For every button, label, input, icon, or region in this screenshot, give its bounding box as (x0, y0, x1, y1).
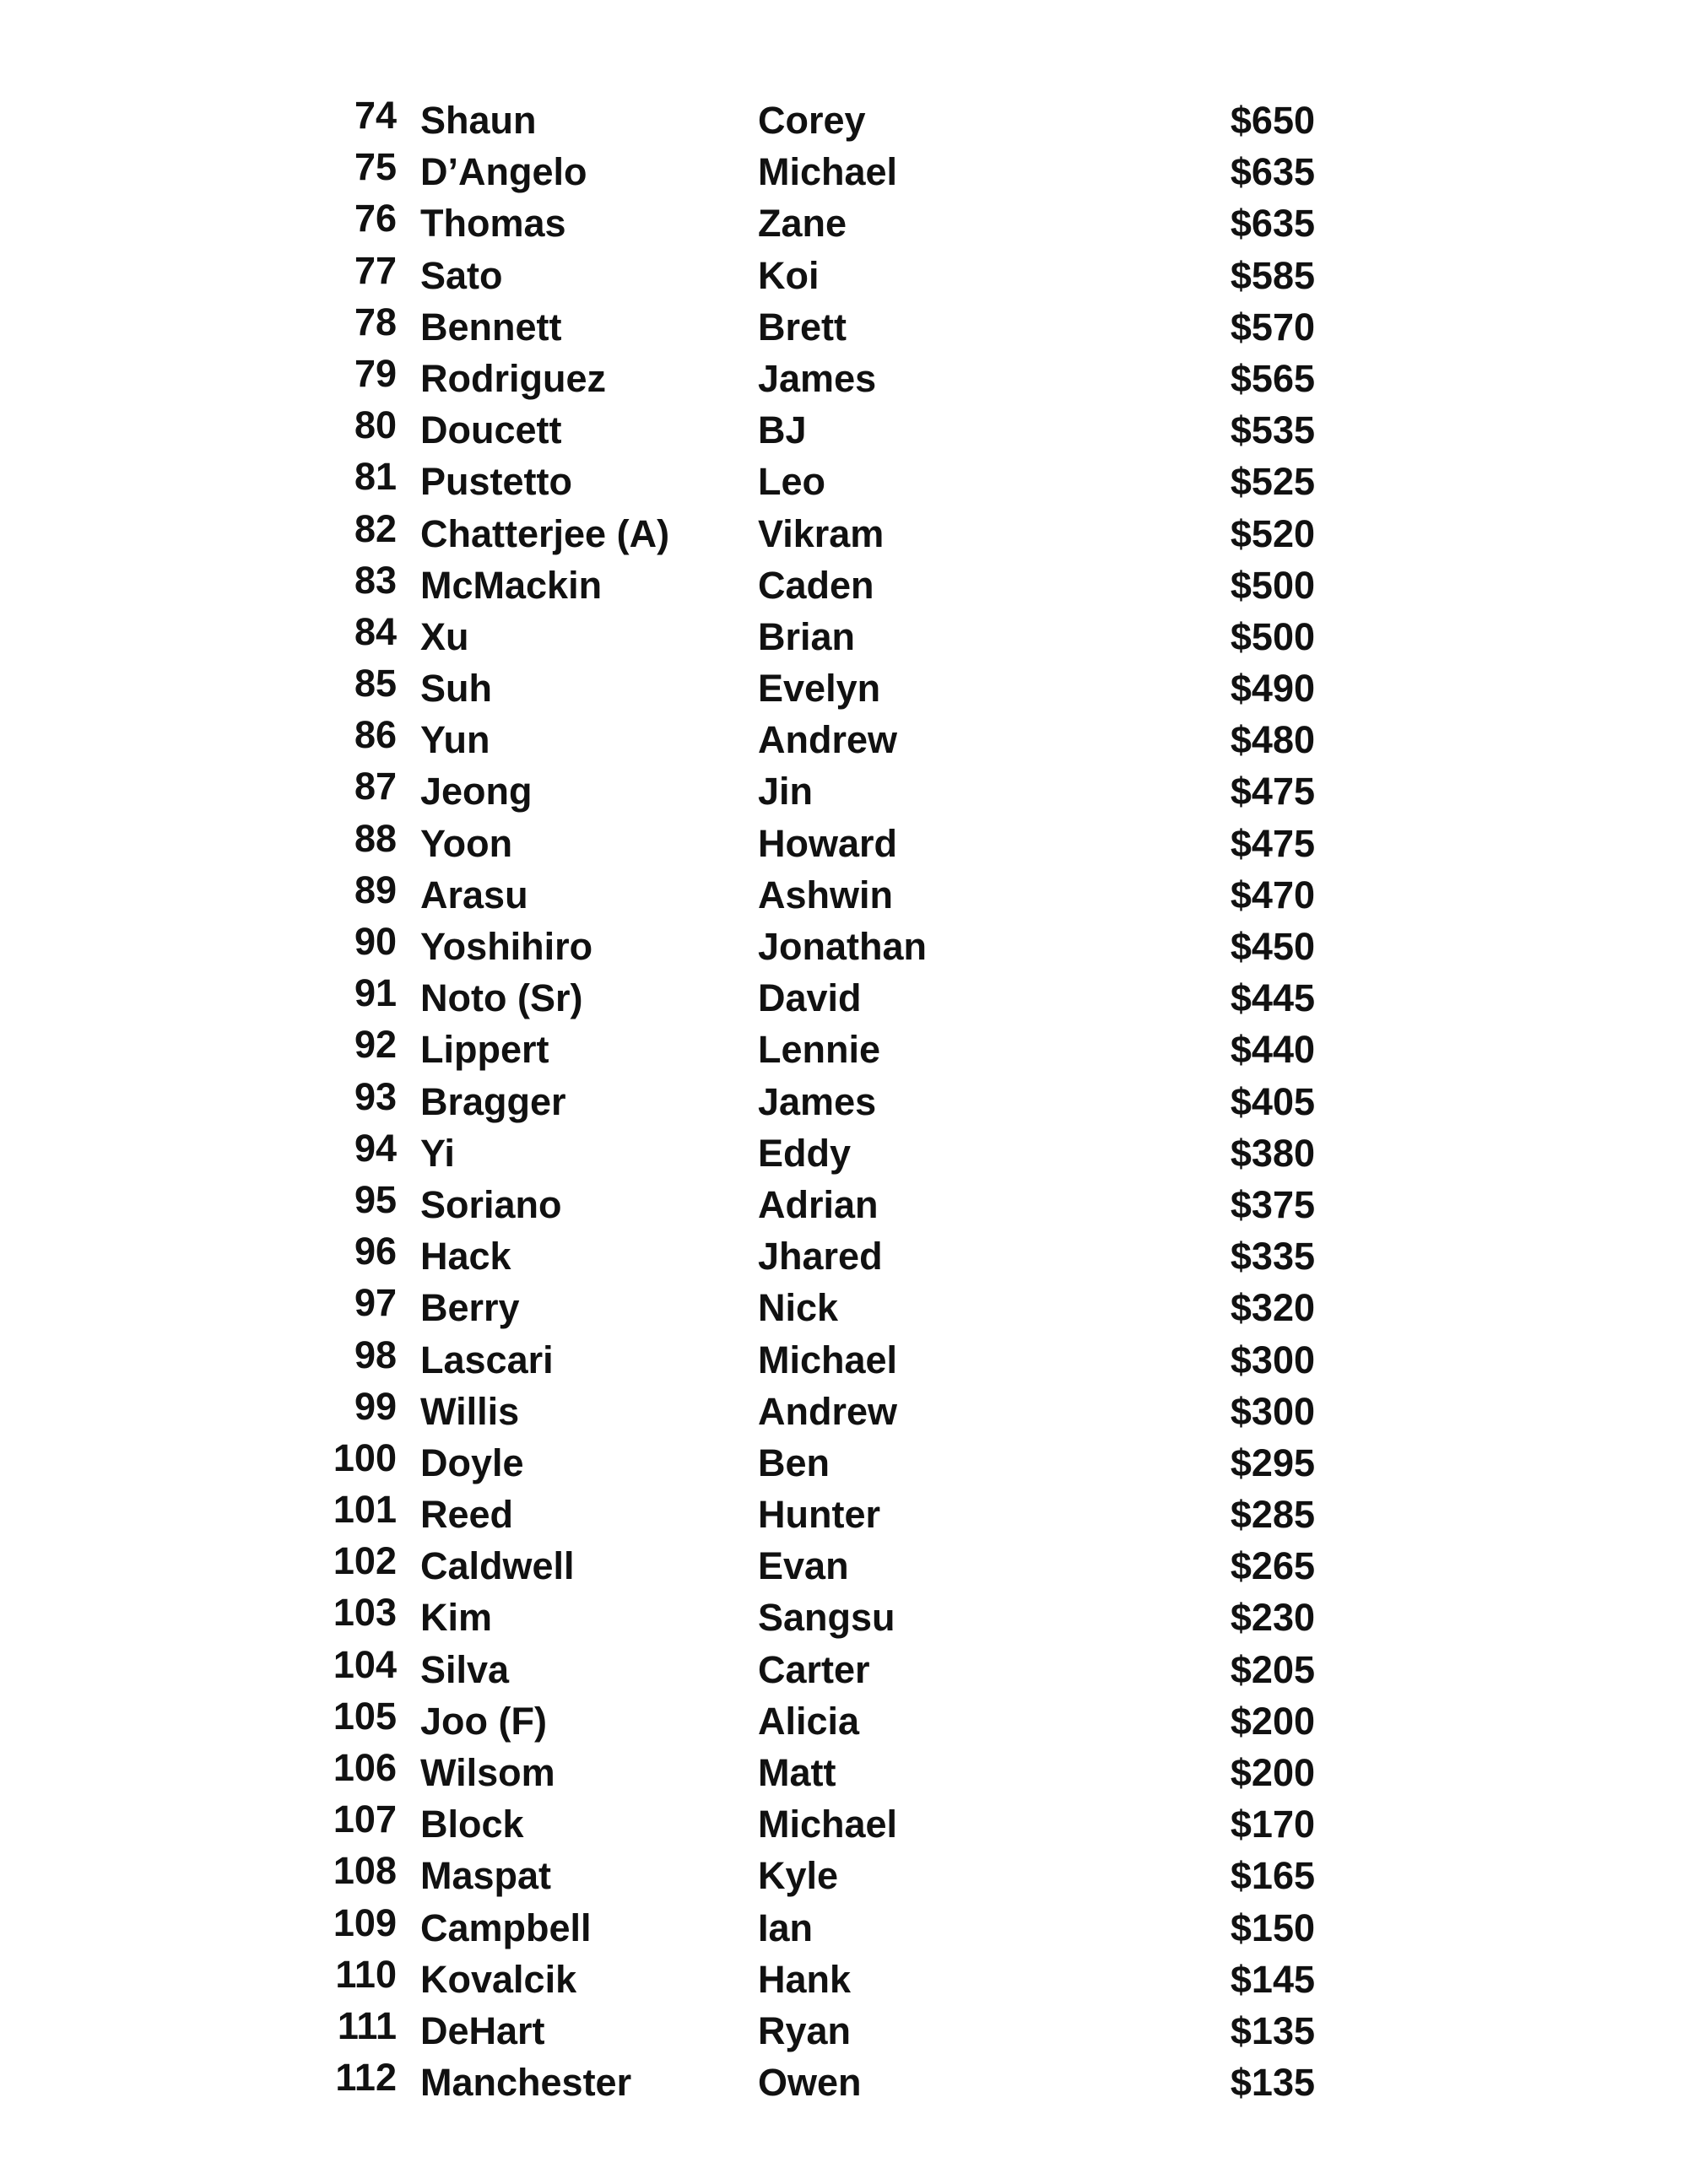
rank-number: 100 (333, 1435, 397, 1479)
last-name: Maspat (420, 1854, 552, 1898)
last-name: Willis (420, 1389, 520, 1433)
first-name: Leo (758, 460, 826, 504)
amount-value: $135 (1230, 2061, 1315, 2105)
last-name: Kim (420, 1596, 493, 1640)
amount-value: $520 (1230, 511, 1315, 555)
last-name: Lascari (420, 1338, 554, 1381)
amount-value: $500 (1230, 563, 1315, 607)
amount-value: $300 (1230, 1389, 1315, 1433)
amount-value: $470 (1230, 873, 1315, 916)
list-row (312, 95, 1325, 146)
list-row (312, 301, 1325, 353)
rank-number: 81 (354, 455, 397, 499)
list-row (312, 1024, 1325, 1075)
last-name: Yoshihiro (420, 925, 593, 968)
list-row (312, 1954, 1325, 2005)
rank-number: 98 (354, 1333, 397, 1376)
last-name: Block (420, 1803, 524, 1846)
first-name: James (758, 356, 877, 400)
list-row (312, 250, 1325, 301)
amount-value: $490 (1230, 667, 1315, 711)
list-row (312, 1592, 1325, 1643)
last-name: Lippert (420, 1028, 549, 1072)
first-name: Evelyn (758, 667, 881, 711)
amount-value: $475 (1230, 821, 1315, 865)
first-name: Jin (758, 770, 814, 814)
amount-value: $635 (1230, 150, 1315, 194)
last-name: Doyle (420, 1441, 524, 1484)
amount-value: $200 (1230, 1699, 1315, 1743)
first-name: Alicia (758, 1699, 860, 1743)
rank-number: 89 (354, 868, 397, 911)
amount-value: $570 (1230, 305, 1315, 349)
first-name: Eddy (758, 1131, 852, 1175)
standings-list (312, 95, 1325, 2108)
first-name: Jhared (758, 1235, 883, 1279)
list-row (312, 1282, 1325, 1333)
list-row (312, 1076, 1325, 1127)
rank-number: 77 (354, 248, 397, 292)
rank-number: 90 (354, 920, 397, 963)
rank-number: 107 (333, 1797, 397, 1841)
first-name: Owen (758, 2061, 862, 2105)
amount-value: $300 (1230, 1338, 1315, 1381)
list-row (312, 1334, 1325, 1386)
rank-number: 82 (354, 506, 397, 550)
rank-number: 94 (354, 1126, 397, 1170)
rank-number: 87 (354, 765, 397, 808)
amount-value: $320 (1230, 1286, 1315, 1330)
list-row (312, 611, 1325, 662)
list-row (312, 818, 1325, 869)
list-row (312, 1695, 1325, 1747)
last-name: Jeong (420, 770, 533, 814)
list-row (312, 1902, 1325, 1954)
amount-value: $440 (1230, 1028, 1315, 1072)
rank-number: 88 (354, 816, 397, 860)
amount-value: $285 (1230, 1493, 1315, 1537)
first-name: Matt (758, 1751, 836, 1794)
rank-number: 106 (333, 1746, 397, 1789)
rank-number: 84 (354, 609, 397, 653)
first-name: Evan (758, 1544, 849, 1588)
last-name: Yi (420, 1131, 455, 1175)
amount-value: $150 (1230, 1906, 1315, 1949)
amount-value: $450 (1230, 925, 1315, 968)
last-name: Rodriguez (420, 356, 606, 400)
last-name: D’Angelo (420, 150, 587, 194)
first-name: Brett (758, 305, 847, 349)
list-row (312, 2057, 1325, 2108)
first-name: Jonathan (758, 925, 928, 968)
amount-value: $650 (1230, 99, 1315, 142)
list-row (312, 1850, 1325, 1901)
rank-number: 91 (354, 971, 397, 1015)
list-row (312, 353, 1325, 404)
amount-value: $205 (1230, 1647, 1315, 1691)
first-name: Corey (758, 99, 866, 142)
rank-number: 97 (354, 1281, 397, 1325)
first-name: Sangsu (758, 1596, 895, 1640)
rank-number: 93 (354, 1074, 397, 1118)
first-name: Caden (758, 563, 874, 607)
rank-number: 76 (354, 197, 397, 241)
rank-number: 95 (354, 1177, 397, 1221)
rank-number: 74 (354, 94, 397, 137)
last-name: Pustetto (420, 460, 572, 504)
rank-number: 75 (354, 145, 397, 189)
first-name: James (758, 1079, 877, 1123)
first-name: Adrian (758, 1182, 879, 1226)
last-name: Doucett (420, 408, 562, 452)
amount-value: $565 (1230, 356, 1315, 400)
first-name: Andrew (758, 1389, 898, 1433)
last-name: Sato (420, 253, 503, 297)
last-name: Shaun (420, 99, 537, 142)
amount-value: $475 (1230, 770, 1315, 814)
amount-value: $585 (1230, 253, 1315, 297)
last-name: Chatterjee (A) (420, 511, 670, 555)
rank-number: 105 (333, 1694, 397, 1738)
list-row (312, 662, 1325, 714)
first-name: Ian (758, 1906, 814, 1949)
first-name: Michael (758, 150, 898, 194)
rank-number: 83 (354, 558, 397, 602)
last-name: McMackin (420, 563, 603, 607)
rank-number: 101 (333, 1488, 397, 1532)
amount-value: $525 (1230, 460, 1315, 504)
first-name: Brian (758, 614, 856, 658)
rank-number: 78 (354, 300, 397, 343)
last-name: Xu (420, 614, 469, 658)
amount-value: $335 (1230, 1235, 1315, 1279)
first-name: Koi (758, 253, 820, 297)
amount-value: $480 (1230, 718, 1315, 762)
rank-number: 96 (354, 1230, 397, 1273)
first-name: Ashwin (758, 873, 894, 916)
first-name: Zane (758, 202, 847, 246)
first-name: Hank (758, 1957, 852, 2001)
rank-number: 103 (333, 1591, 397, 1635)
last-name: Arasu (420, 873, 528, 916)
last-name: DeHart (420, 2008, 545, 2052)
first-name: Howard (758, 821, 898, 865)
rank-number: 111 (337, 2003, 397, 2047)
first-name: Michael (758, 1803, 898, 1846)
list-row (312, 508, 1325, 560)
amount-value: $145 (1230, 1957, 1315, 2001)
list-row (312, 869, 1325, 921)
rank-number: 85 (354, 662, 397, 705)
amount-value: $445 (1230, 976, 1315, 1020)
list-row (312, 1386, 1325, 1437)
list-row (312, 456, 1325, 507)
amount-value: $265 (1230, 1544, 1315, 1588)
list-row (312, 197, 1325, 249)
list-row (312, 972, 1325, 1024)
first-name: Nick (758, 1286, 839, 1330)
last-name: Wilsom (420, 1751, 555, 1794)
first-name: David (758, 976, 862, 1020)
first-name: Andrew (758, 718, 898, 762)
last-name: Yun (420, 718, 490, 762)
list-row (312, 1179, 1325, 1230)
first-name: Michael (758, 1338, 898, 1381)
last-name: Bennett (420, 305, 562, 349)
last-name: Kovalcik (420, 1957, 577, 2001)
first-name: Hunter (758, 1493, 880, 1537)
last-name: Suh (420, 667, 492, 711)
last-name: Silva (420, 1647, 510, 1691)
last-name: Soriano (420, 1182, 562, 1226)
amount-value: $170 (1230, 1803, 1315, 1846)
first-name: Ben (758, 1441, 830, 1484)
last-name: Reed (420, 1493, 514, 1537)
last-name: Manchester (420, 2061, 632, 2105)
amount-value: $375 (1230, 1182, 1315, 1226)
list-row (312, 1540, 1325, 1592)
list-row (312, 714, 1325, 765)
rank-number: 99 (354, 1384, 397, 1428)
rank-number: 79 (354, 351, 397, 395)
first-name: Carter (758, 1647, 870, 1691)
amount-value: $380 (1230, 1131, 1315, 1175)
list-row (312, 2005, 1325, 2057)
rank-number: 86 (354, 713, 397, 757)
last-name: Joo (F) (420, 1699, 547, 1743)
first-name: Ryan (758, 2008, 852, 2052)
list-row (312, 1747, 1325, 1798)
last-name: Noto (Sr) (420, 976, 583, 1020)
first-name: Kyle (758, 1854, 839, 1898)
first-name: Lennie (758, 1028, 881, 1072)
list-row (312, 1489, 1325, 1540)
amount-value: $295 (1230, 1441, 1315, 1484)
rank-number: 80 (354, 403, 397, 447)
amount-value: $230 (1230, 1596, 1315, 1640)
last-name: Caldwell (420, 1544, 575, 1588)
list-row (312, 921, 1325, 972)
amount-value: $535 (1230, 408, 1315, 452)
amount-value: $635 (1230, 202, 1315, 246)
last-name: Campbell (420, 1906, 592, 1949)
amount-value: $405 (1230, 1079, 1315, 1123)
rank-number: 108 (333, 1849, 397, 1893)
amount-value: $200 (1230, 1751, 1315, 1794)
last-name: Bragger (420, 1079, 566, 1123)
last-name: Berry (420, 1286, 520, 1330)
list-row (312, 1230, 1325, 1282)
list-row (312, 1798, 1325, 1850)
rank-number: 110 (335, 1952, 397, 1996)
list-row (312, 1437, 1325, 1489)
rank-number: 104 (333, 1642, 397, 1686)
rank-number: 102 (333, 1539, 397, 1583)
list-row (312, 1644, 1325, 1695)
list-row (312, 404, 1325, 456)
list-row (312, 560, 1325, 611)
list-row (312, 765, 1325, 817)
list-row (312, 146, 1325, 197)
amount-value: $165 (1230, 1854, 1315, 1898)
last-name: Hack (420, 1235, 511, 1279)
amount-value: $135 (1230, 2008, 1315, 2052)
first-name: BJ (758, 408, 807, 452)
last-name: Yoon (420, 821, 513, 865)
rank-number: 109 (333, 1900, 397, 1944)
last-name: Thomas (420, 202, 566, 246)
first-name: Vikram (758, 511, 885, 555)
rank-number: 92 (354, 1023, 397, 1067)
amount-value: $500 (1230, 614, 1315, 658)
list-row (312, 1127, 1325, 1179)
rank-number: 112 (335, 2056, 397, 2100)
